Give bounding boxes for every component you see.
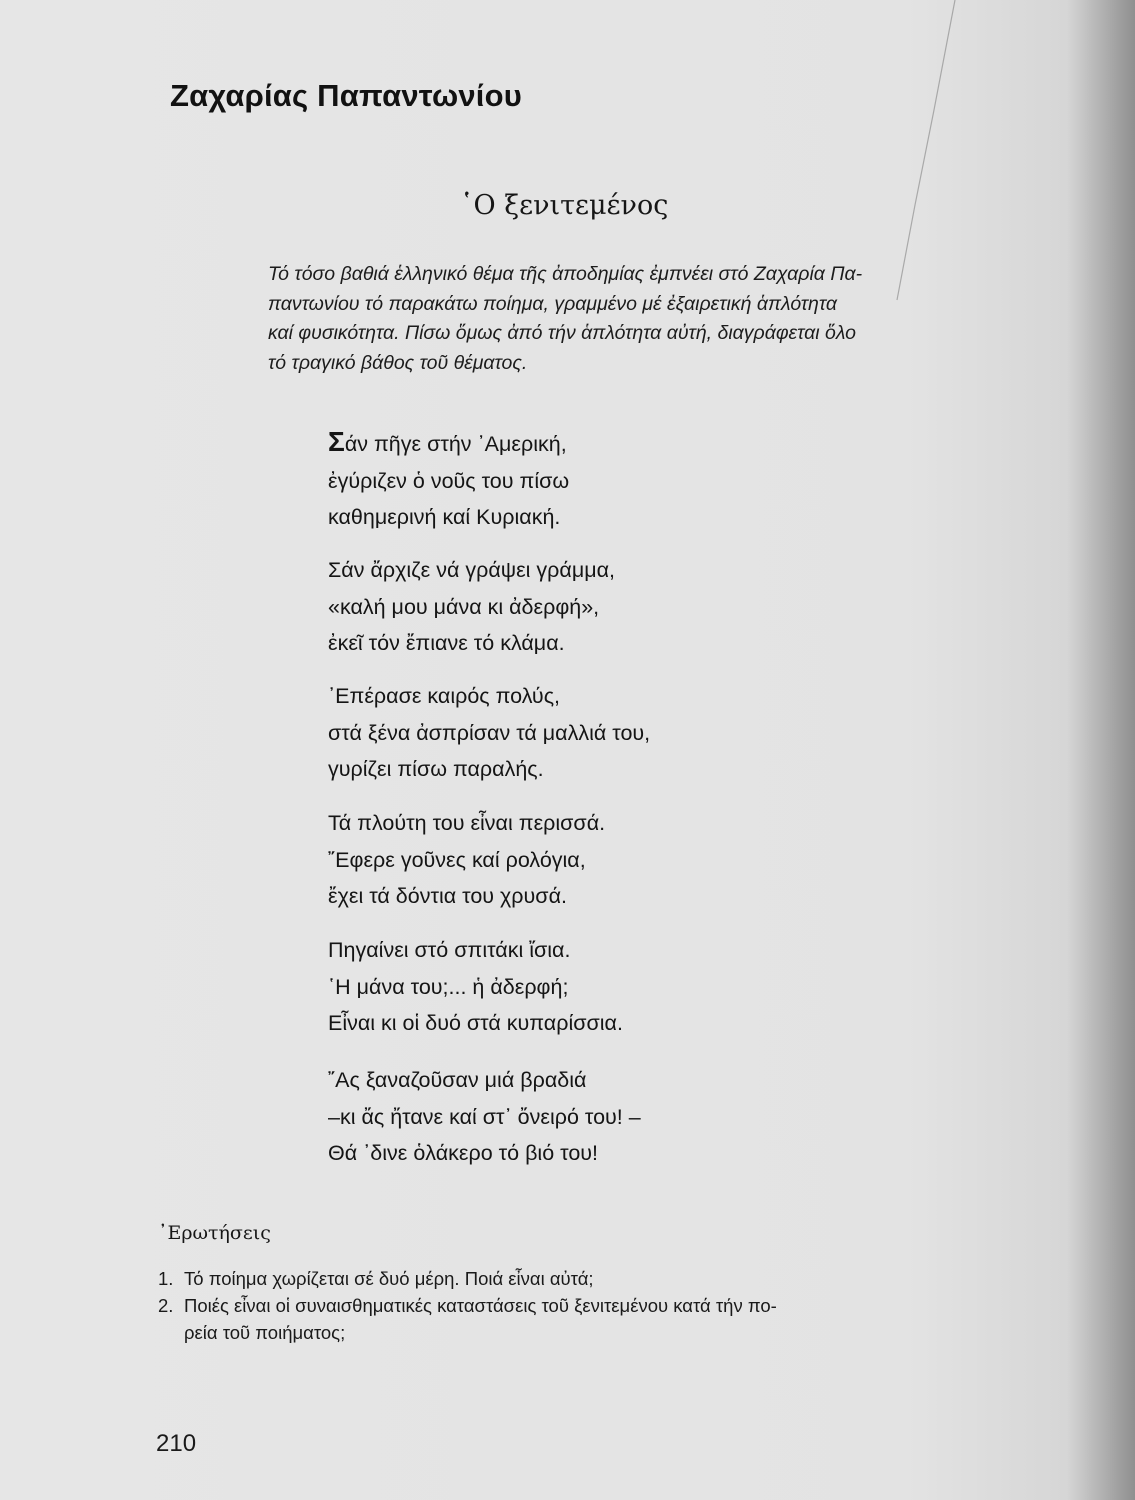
poem-line: ᾿Επέρασε καιρός πολύς,	[328, 684, 561, 708]
question-text	[184, 1292, 777, 1346]
poem-stanza-5	[328, 932, 623, 1042]
poem-line: ῾Η μάνα του;... ἡ ἀδερφή;	[328, 974, 569, 999]
poem-line: Τά πλούτη του εἶναι περισσά.	[328, 811, 606, 835]
poem-line: ἐκεῖ τόν ἔπιανε τό κλάμα.	[328, 631, 565, 655]
page-number: 210	[156, 1430, 197, 1457]
intro-line: τό τραγικό βάθος τοῦ θέματος.	[268, 351, 528, 374]
poem-line: Θά ᾿δινε ὁλάκερο τό βιό του!	[328, 1141, 599, 1165]
poem-line: ἐγύριζεν ὁ νοῦς του πίσω	[328, 468, 570, 493]
poem-line: γυρίζει πίσω παραλής.	[328, 757, 544, 781]
drop-cap: Σ	[328, 426, 345, 457]
question-item	[158, 1265, 1008, 1292]
poem-line: Εἶναι κι οἱ δυό στά κυπαρίσσια.	[328, 1011, 623, 1035]
poem-line: «καλή μου μάνα κι ἀδερφή»,	[328, 594, 600, 619]
intro-line: καί φυσικότητα. Πίσω ὅμως ἀπό τήν ἁπλότητα αὐτή, διαγράφεται ὅλο	[268, 322, 857, 344]
question-line: ρεία τοῦ ποιήματος;	[184, 1322, 346, 1343]
poem-line: ῎Ας ξαναζοῦσαν μιά βραδιά	[328, 1068, 587, 1092]
intro-line: παντωνίου τό παρακάτω ποίημα, γραμμένο μέ ἐξαιρετική ἁπλότητα	[268, 292, 838, 315]
question-number: 2.	[158, 1295, 174, 1316]
poem-stanza-2	[328, 552, 615, 662]
poem-line: καθημερινή καί Κυριακή.	[328, 505, 561, 529]
author-name: Ζαχαρίας Παπαντωνίου	[170, 78, 522, 113]
question-item	[158, 1292, 1008, 1346]
question-line: Ποιές εἶναι οἱ συναισθηματικές καταστάσεις τοῦ ξενιτεμένου κατά τήν πο-	[184, 1295, 777, 1316]
poem-line: ῎Εφερε γοῦνες καί ρολόγια,	[328, 847, 586, 872]
questions-heading: ᾿Ερωτήσεις	[158, 1222, 271, 1244]
question-line: Τό ποίημα χωρίζεται σέ δυό μέρη. Ποιά εἶναι αὐτά;	[184, 1268, 594, 1289]
question-text	[184, 1265, 594, 1292]
poem-stanza-6	[328, 1062, 641, 1172]
poem-title: ῾Ο ξενιτεμένος	[460, 190, 669, 221]
question-number: 1.	[158, 1268, 174, 1289]
poem-line: –κι ἄς ἤτανε καί στ᾿ ὄνειρό του! –	[328, 1104, 641, 1129]
poem-line	[328, 424, 569, 463]
poem-line: στά ξένα ἀσπρίσαν τά μαλλιά του,	[328, 720, 651, 745]
poem-line: Σάν ἄρχιζε νά γράψει γράμμα,	[328, 558, 616, 582]
poem-stanza-1	[328, 424, 569, 536]
intro-line: Τό τόσο βαθιά ἑλληνικό θέμα τῆς ἀποδημίας ἐμπνέει στό Ζαχαρία Πα-	[268, 263, 863, 285]
intro-paragraph	[268, 260, 1008, 378]
questions-list	[158, 1265, 1008, 1346]
poem-line: Πηγαίνει στό σπιτάκι ἴσια.	[328, 938, 571, 962]
poem-line: ἔχει τά δόντια του χρυσά.	[328, 884, 567, 908]
poem-stanza-4	[328, 805, 605, 915]
poem-line-text: άν πῆγε στήν ᾿Αμερική,	[344, 432, 567, 456]
poem-stanza-3	[328, 678, 650, 788]
